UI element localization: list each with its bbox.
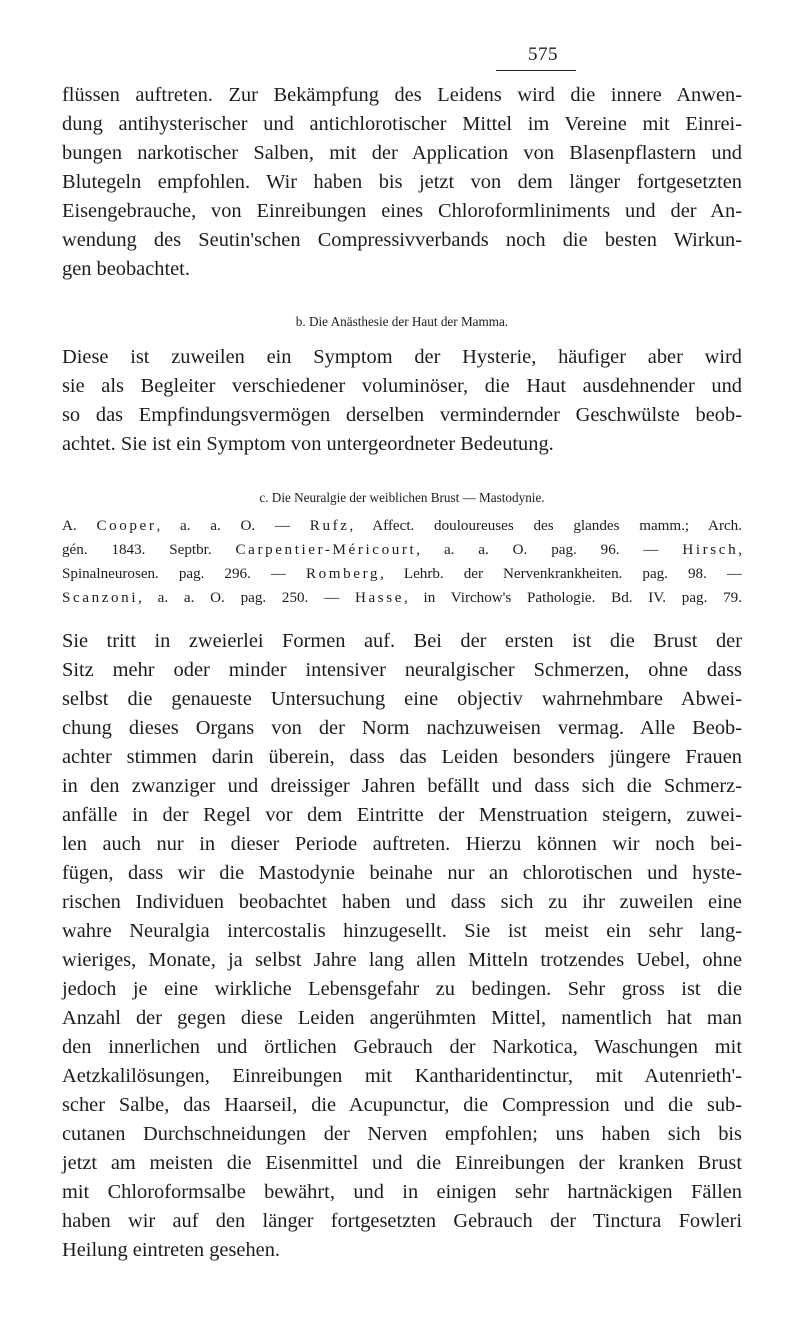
text-line: Blutegeln empfohlen. Wir haben bis jetzt von dem länger fortgesetzten xyxy=(62,171,742,193)
ref-text: , a. a. O. pag. 96. — xyxy=(416,542,683,558)
text-line: scher Salbe, das Haarseil, die Acupunctur, die Compression und die sub- xyxy=(62,1094,742,1116)
ref-text: , a. a. O. pag. 250. — xyxy=(138,590,355,606)
ref-text: , Lehrb. der Nervenkrankheiten. pag. 98. — xyxy=(380,566,742,582)
text-line: Anzahl der gegen diese Leiden angerühmten Mittel, namentlich hat man xyxy=(62,1007,742,1029)
reference-line xyxy=(62,590,742,607)
ref-text: A. xyxy=(62,518,97,534)
ref-text: gén. 1843. Septbr. xyxy=(62,542,236,558)
author-name: Rufz xyxy=(309,518,350,534)
text-line: in den zwanziger und dreissiger Jahren befällt und dass sich die Schmerz- xyxy=(62,775,742,797)
ref-text: , in Virchow's Pathologie. Bd. IV. pag. 79. xyxy=(404,590,742,606)
text-line: wieriges, Monate, ja selbst Jahre lang allen Mitteln trotzendes Uebel, ohne xyxy=(62,949,742,971)
text-line: achtet. Sie ist ein Symptom von untergeordneter Bedeutung. xyxy=(62,433,554,455)
text-line: wahre Neuralgia intercostalis hinzugesellt. Sie ist meist ein sehr lang- xyxy=(62,920,742,942)
reference-line xyxy=(62,566,742,583)
text-line: flüssen auftreten. Zur Bekämpfung des Leidens wird die innere Anwen- xyxy=(62,84,742,106)
author-name: Carpentier-Méricourt xyxy=(235,542,417,558)
author-name: Hirsch xyxy=(682,542,739,558)
text-line: achter stimmen darin überein, dass das Leiden besonders jüngere Frauen xyxy=(62,746,742,768)
text-line: den innerlichen und örtlichen Gebrauch der Narkotica, Waschungen mit xyxy=(62,1036,742,1058)
text-line: jetzt am meisten die Eisenmittel und die Einreibungen der kranken Brust xyxy=(62,1152,742,1174)
text-line: dung antihysterischer und antichlorotischer Mittel im Vereine mit Einrei- xyxy=(62,113,742,135)
text-line: wendung des Seutin'schen Compressivverbands noch die besten Wirkun- xyxy=(62,229,742,251)
ref-text: , xyxy=(738,542,742,558)
ref-text: , a. a. O. — xyxy=(156,518,310,534)
section-heading-c: c. Die Neuralgie der weiblichen Brust — Mastodynie. xyxy=(259,490,545,505)
text-line: Aetzkalilösungen, Einreibungen mit Kantharidentinctur, mit Autenrieth'- xyxy=(62,1065,742,1087)
text-line: Heilung eintreten gesehen. xyxy=(62,1239,280,1261)
text-line: selbst die genaueste Untersuchung eine objectiv wahrnehmbare Abwei- xyxy=(62,688,742,710)
text-line: rischen Individuen beobachtet haben und dass sich zu ihr zuweilen eine xyxy=(62,891,742,913)
text-line: cutanen Durchschneidungen der Nerven empfohlen; uns haben sich bis xyxy=(62,1123,742,1145)
ref-text: , Affect. douloureuses des glandes mamm.; Arch. xyxy=(349,518,742,534)
section-heading-b: b. Die Anästhesie der Haut der Mamma. xyxy=(295,314,509,329)
text-line: bungen narkotischer Salben, mit der Application von Blasenpflastern und xyxy=(62,142,742,164)
page-number-rule xyxy=(496,70,576,71)
reference-line xyxy=(62,542,742,559)
text-line: chung dieses Organs von der Norm nachzuweisen vermag. Alle Beob- xyxy=(62,717,742,739)
page-number: 575 xyxy=(528,44,558,65)
text-line: mit Chloroformsalbe bewährt, und in einigen sehr hartnäckigen Fällen xyxy=(62,1181,742,1203)
text-line: so das Empfindungsvermögen derselben vermindernder Geschwülste beob- xyxy=(62,404,742,426)
author-name: Romberg xyxy=(305,566,381,582)
text-line: jedoch je eine wirkliche Lebensgefahr zu bedingen. Sehr gross ist die xyxy=(62,978,742,1000)
author-name: Cooper xyxy=(96,518,157,534)
text-line: Eisengebrauche, von Einreibungen eines Chloroformliniments und der An- xyxy=(62,200,742,222)
text-line: sie als Begleiter verschiedener voluminöser, die Haut ausdehnender und xyxy=(62,375,742,397)
reference-line xyxy=(62,518,742,535)
text-line: Sie tritt in zweierlei Formen auf. Bei der ersten ist die Brust der xyxy=(62,630,742,652)
text-line: Diese ist zuweilen ein Symptom der Hysterie, häufiger aber wird xyxy=(62,346,742,368)
author-name: Hasse xyxy=(354,590,404,606)
text-line: Sitz mehr oder minder intensiver neuralgischer Schmerzen, ohne dass xyxy=(62,659,742,681)
text-line: len auch nur in dieser Periode auftreten. Hierzu können wir noch bei- xyxy=(62,833,742,855)
text-line: gen beobachtet. xyxy=(62,258,190,280)
text-line: fügen, dass wir die Mastodynie beinahe nur an chlorotischen und hyste- xyxy=(62,862,742,884)
author-name: Scanzoni xyxy=(62,590,139,606)
text-line: haben wir auf den länger fortgesetzten Gebrauch der Tinctura Fowleri xyxy=(62,1210,742,1232)
text-line: anfälle in der Regel vor dem Eintritte der Menstruation steigern, zuwei- xyxy=(62,804,742,826)
ref-text: Spinalneurosen. pag. 296. — xyxy=(62,566,306,582)
